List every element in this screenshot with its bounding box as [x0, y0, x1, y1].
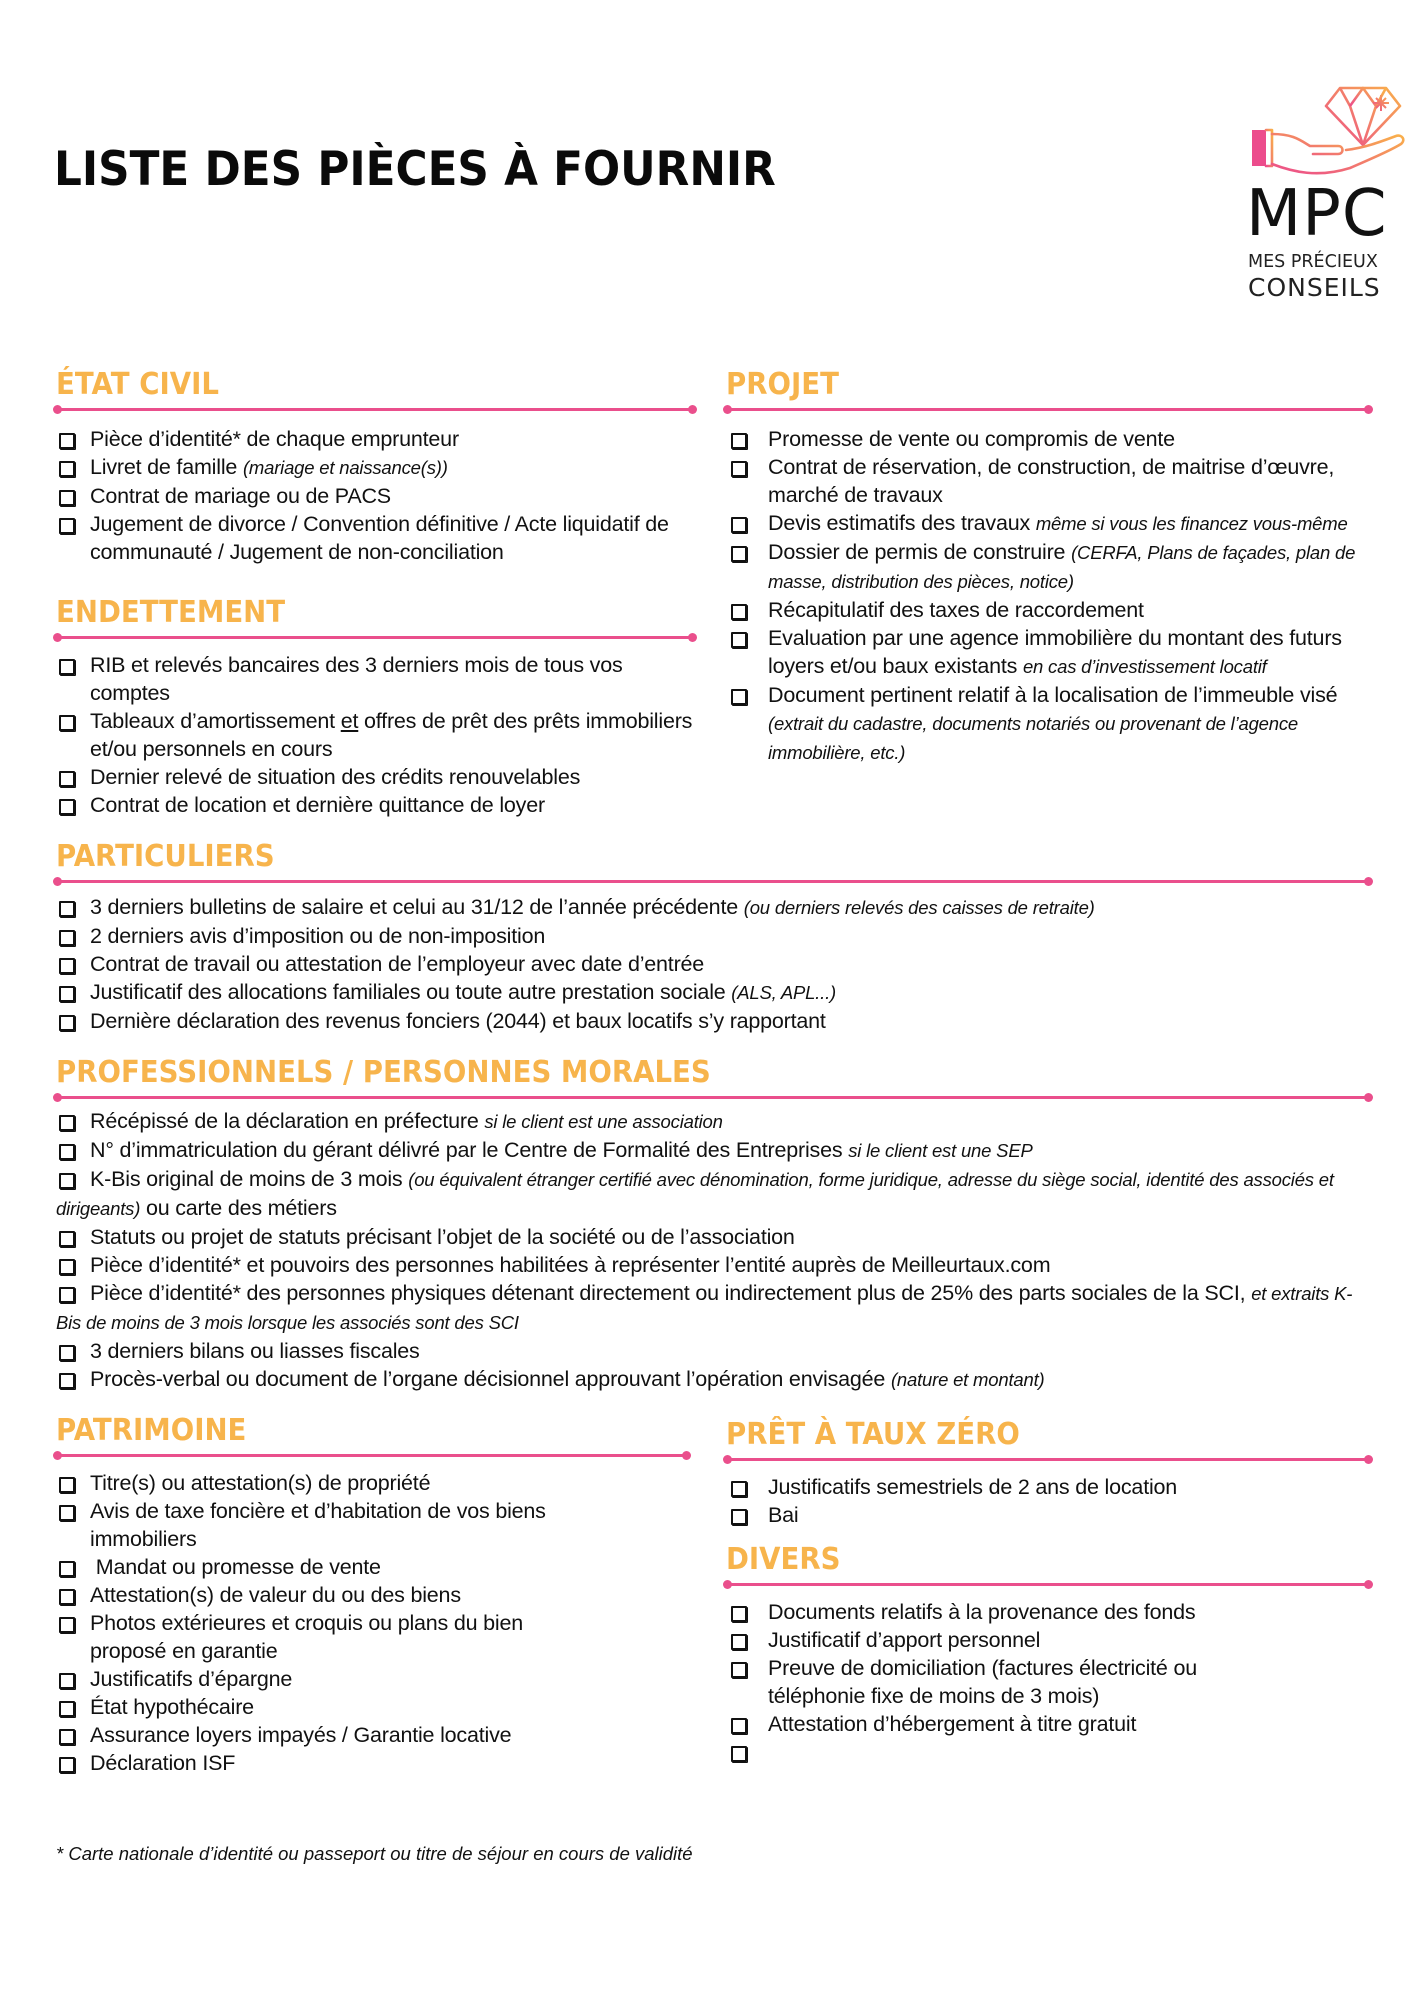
item-text: N° d’immatriculation du gérant délivré par le Centre de Formalité des Entreprises [90, 1138, 849, 1162]
checklist-item[interactable] [56, 1007, 1370, 1035]
checkbox-icon[interactable] [59, 1259, 75, 1275]
section-title: PROJET [726, 367, 839, 402]
checklist-item[interactable] [56, 1165, 1370, 1223]
item-text: Contrat de réservation, de construction, de maitrise d’œuvre, marché de travaux [768, 455, 1335, 507]
item-text: État hypothécaire [90, 1695, 254, 1719]
section-projet [726, 368, 1370, 767]
section-endettement [56, 596, 694, 819]
checklist-item-empty[interactable] [726, 1738, 1370, 1766]
item-text: ou carte des métiers [140, 1196, 337, 1220]
section-title: PARTICULIERS [56, 839, 275, 874]
item-text-underlined: et [340, 709, 359, 733]
item-text: Livret de famille [90, 455, 243, 479]
item-text: Statuts ou projet de statuts précisant l’objet de la société ou de l’association [90, 1225, 795, 1249]
checklist-item[interactable] [726, 453, 1370, 509]
item-text: Pièce d’identité* de chaque emprunteur [90, 427, 459, 451]
page-title: LISTE DES PIÈCES À FOURNIR [54, 142, 776, 197]
section-divider [726, 1458, 1370, 1461]
footnote: * Carte nationale d’identité ou passeport ou titre de séjour en cours de validité [56, 1843, 693, 1864]
item-note: (mariage et naissance(s)) [242, 457, 448, 478]
checklist-item[interactable] [726, 624, 1370, 681]
checkbox-icon[interactable] [59, 433, 75, 449]
checklist-item[interactable] [56, 922, 1370, 950]
checklist-item[interactable] [56, 1469, 688, 1497]
checklist-item[interactable] [56, 1497, 688, 1553]
hand-diamond-icon [1238, 78, 1408, 188]
item-text: Attestation d’hébergement à titre gratuit [768, 1712, 1137, 1736]
checkbox-icon[interactable] [731, 433, 747, 449]
item-text: Evaluation par une agence immobilière du montant des futurs loyers et/ou baux existants [768, 626, 1342, 678]
section-divider [726, 408, 1370, 411]
item-text: Pièce d’identité* des personnes physiques détenant directement ou indirectement plus de 25% des parts sociales de la SCI, [90, 1281, 1252, 1305]
checklist-item[interactable] [56, 482, 694, 510]
logo-subtitle-line2: CONSEILS [1248, 273, 1381, 302]
checkbox-icon[interactable] [59, 1505, 75, 1521]
checklist-item[interactable] [56, 1581, 688, 1609]
checkbox-icon[interactable] [59, 799, 75, 815]
checkbox-icon[interactable] [59, 1115, 75, 1131]
checkbox-icon[interactable] [59, 1287, 75, 1303]
checkbox-icon[interactable] [59, 1617, 75, 1633]
item-text: 3 derniers bulletins de salaire et celui au 31/12 de l’année précédente [90, 895, 744, 919]
section-pret-taux-zero [726, 1418, 1370, 1529]
checklist-item[interactable] [56, 978, 1370, 1007]
checkbox-icon[interactable] [59, 1757, 75, 1773]
checkbox-icon[interactable] [59, 518, 75, 534]
item-text: 2 derniers avis d’imposition ou de non-imposition [90, 924, 546, 948]
checklist-item[interactable] [56, 1749, 688, 1777]
item-text: K-Bis original de moins de 3 mois [90, 1167, 409, 1191]
checkbox-icon[interactable] [731, 1606, 747, 1622]
item-text: Dernier relevé de situation des crédits renouvelables [90, 765, 581, 789]
checklist-item[interactable] [56, 1553, 688, 1581]
item-note: si le client est une association [484, 1111, 723, 1132]
item-note: et extraits K-Bis de moins de 3 mois lorsque les associés sont des SCI [56, 1283, 1353, 1333]
item-text: Devis estimatifs des travaux [768, 511, 1036, 535]
logo-wordmark: MPC [1246, 177, 1388, 251]
section-particuliers [56, 840, 1370, 1035]
checkbox-icon[interactable] [59, 901, 75, 917]
item-text: Déclaration ISF [90, 1751, 236, 1775]
checkbox-icon[interactable] [59, 958, 75, 974]
item-text: Mandat ou promesse de vente [90, 1555, 381, 1579]
item-note: même si vous les financez vous-même [1035, 513, 1348, 534]
item-text: Assurance loyers impayés / Garantie locative [90, 1723, 512, 1747]
item-text: RIB et relevés bancaires des 3 derniers mois de tous vos comptes [90, 653, 623, 705]
item-note: (ou équivalent étranger certifié avec dénomination, forme juridique, adresse du siège social, identité des associés et dirigeants) [56, 1169, 1334, 1219]
section-divider [56, 636, 694, 639]
checkbox-icon[interactable] [59, 1015, 75, 1031]
mpc-logo [1238, 78, 1408, 310]
checklist-item[interactable] [726, 1654, 1370, 1710]
checklist-item[interactable] [56, 1693, 688, 1721]
item-text: Photos extérieures et croquis ou plans du bien proposé en garantie [90, 1611, 524, 1663]
checkbox-icon[interactable] [731, 1634, 747, 1650]
checklist-item[interactable] [56, 1665, 688, 1693]
checkbox-icon[interactable] [731, 461, 747, 477]
checkbox-icon[interactable] [59, 1373, 75, 1389]
checkbox-icon[interactable] [59, 771, 75, 787]
item-text: Avis de taxe foncière et d’habitation de vos biens immobiliers [90, 1499, 546, 1551]
checklist-item[interactable] [56, 1136, 1370, 1165]
item-text: Contrat de travail ou attestation de l’employeur avec date d’entrée [90, 952, 705, 976]
checkbox-icon[interactable] [59, 1561, 75, 1577]
checklist-item[interactable] [56, 1251, 1370, 1279]
section-title: PATRIMOINE [56, 1413, 247, 1448]
checklist-item[interactable] [56, 1609, 688, 1665]
checklist-item[interactable] [726, 1473, 1370, 1501]
checklist-item[interactable] [56, 950, 1370, 978]
checklist-item[interactable] [56, 1107, 1370, 1136]
checkbox-icon[interactable] [731, 1481, 747, 1497]
checklist-item[interactable] [56, 1721, 688, 1749]
logo-subtitle-line1: MES PRÉCIEUX [1248, 252, 1378, 272]
section-patrimoine [56, 1414, 688, 1777]
item-text: offres de prêt des prêts immobiliers et/ou personnels en cours [90, 709, 693, 761]
checkbox-icon[interactable] [59, 490, 75, 506]
section-divers [726, 1543, 1370, 1766]
checkbox-icon[interactable] [59, 659, 75, 675]
checklist-item[interactable] [726, 1710, 1370, 1738]
checklist-item[interactable] [56, 791, 694, 819]
item-text: Justificatif des allocations familiales ou toute autre prestation sociale [90, 980, 732, 1004]
checkbox-icon[interactable] [59, 1589, 75, 1605]
checklist-item[interactable] [726, 425, 1370, 453]
item-text: Dernière déclaration des revenus fonciers (2044) et baux locatifs s’y rapportant [90, 1009, 826, 1033]
item-text: Justificatifs d’épargne [90, 1667, 293, 1691]
checklist-item[interactable] [56, 1279, 1370, 1337]
checklist-item[interactable] [56, 893, 1370, 922]
item-text: Tableaux d’amortissement [90, 709, 341, 733]
checkbox-icon[interactable] [59, 1673, 75, 1689]
checkbox-icon[interactable] [59, 986, 75, 1002]
checkbox-icon[interactable] [731, 1662, 747, 1678]
item-text: Procès-verbal ou document de l’organe décisionnel approuvant l’opération envisagée [90, 1367, 891, 1391]
checkbox-icon[interactable] [59, 1173, 75, 1189]
checklist-item[interactable] [56, 1223, 1370, 1251]
section-title: ÉTAT CIVIL [56, 367, 219, 402]
checkbox-icon[interactable] [731, 689, 747, 705]
checklist-item[interactable] [56, 425, 694, 453]
item-text: Contrat de location et dernière quittance de loyer [90, 793, 545, 817]
section-title: ENDETTEMENT [56, 595, 286, 630]
item-note: (CERFA, Plans de façades, plan de masse, distribution des pièces, notice) [768, 542, 1356, 592]
item-text: Pièce d’identité* et pouvoirs des personnes habilitées à représenter l’entité auprès de Meilleurtaux.com [90, 1253, 1051, 1277]
checkbox-icon[interactable] [59, 1231, 75, 1247]
section-title: PRÊT À TAUX ZÉRO [726, 1417, 1020, 1452]
item-note: (extrait du cadastre, documents notariés ou provenant de l’agence immobilière, etc.) [768, 713, 1298, 763]
checkbox-icon[interactable] [731, 517, 747, 533]
checkbox-icon[interactable] [731, 604, 747, 620]
checkbox-icon[interactable] [731, 546, 747, 562]
checkbox-icon[interactable] [59, 1701, 75, 1717]
item-text: Titre(s) ou attestation(s) de propriété [90, 1471, 431, 1495]
item-text: Promesse de vente ou compromis de vente [768, 427, 1175, 451]
item-text: 3 derniers bilans ou liasses fiscales [90, 1339, 420, 1363]
checklist-item[interactable] [726, 1626, 1370, 1654]
section-divider [56, 408, 694, 411]
section-etat-civil [56, 368, 694, 566]
checkbox-icon[interactable] [59, 461, 75, 477]
item-text: Jugement de divorce / Convention définitive / Acte liquidatif de communauté / Jugement de non-conciliation [90, 512, 669, 564]
checklist-item[interactable] [56, 651, 694, 707]
item-note: (ou derniers relevés des caisses de retraite) [743, 897, 1095, 918]
checkbox-icon[interactable] [59, 1729, 75, 1745]
checkbox-icon[interactable] [731, 1718, 747, 1734]
checkbox-icon[interactable] [59, 930, 75, 946]
item-text: Document pertinent relatif à la localisation de l’immeuble visé [768, 683, 1338, 707]
checklist-item[interactable] [726, 509, 1370, 538]
checkbox-icon[interactable] [731, 632, 747, 648]
checklist-item[interactable] [56, 763, 694, 791]
checkbox-icon[interactable] [59, 1345, 75, 1361]
checkbox-icon[interactable] [59, 715, 75, 731]
checklist-item[interactable] [726, 1501, 1370, 1529]
section-divider [726, 1583, 1370, 1586]
item-text: Attestation(s) de valeur du ou des biens [90, 1583, 461, 1607]
item-text: Dossier de permis de construire [768, 540, 1072, 564]
section-title: DIVERS [726, 1542, 841, 1577]
section-divider [56, 1454, 688, 1457]
checklist-item[interactable] [56, 510, 694, 566]
checkbox-icon[interactable] [59, 1144, 75, 1160]
item-text: Récépissé de la déclaration en préfecture [90, 1109, 485, 1133]
item-text: Contrat de mariage ou de PACS [90, 484, 391, 508]
checklist-item[interactable] [726, 1598, 1370, 1626]
item-text: Justificatifs semestriels de 2 ans de location [768, 1475, 1178, 1499]
checklist-item[interactable] [726, 681, 1370, 767]
item-note: si le client est une SEP [848, 1140, 1033, 1161]
item-text: Justificatif d’apport personnel [768, 1628, 1041, 1652]
section-title: PROFESSIONNELS / PERSONNES MORALES [56, 1055, 711, 1090]
item-text: Récapitulatif des taxes de raccordement [768, 598, 1144, 622]
checkbox-icon[interactable] [731, 1509, 747, 1525]
checklist-item[interactable] [56, 1365, 1370, 1394]
item-note: (nature et montant) [890, 1369, 1045, 1390]
item-note: (ALS, APL...) [731, 982, 836, 1003]
section-divider [56, 1096, 1370, 1099]
checklist-item[interactable] [56, 707, 694, 763]
checklist-item[interactable] [726, 596, 1370, 624]
item-text: Bai [768, 1503, 799, 1527]
item-text: Preuve de domiciliation (factures électricité ou téléphonie fixe de moins de 3 mois) [768, 1656, 1197, 1708]
section-professionnels [56, 1056, 1370, 1394]
checklist-item[interactable] [726, 538, 1370, 596]
item-note: en cas d’investissement locatif [1022, 656, 1267, 677]
section-divider [56, 880, 1370, 883]
checkbox-icon[interactable] [59, 1477, 75, 1493]
checklist-item[interactable] [56, 1337, 1370, 1365]
item-text: Documents relatifs à la provenance des fonds [768, 1600, 1196, 1624]
checkbox-icon[interactable] [731, 1746, 747, 1762]
checklist-item[interactable] [56, 453, 694, 482]
